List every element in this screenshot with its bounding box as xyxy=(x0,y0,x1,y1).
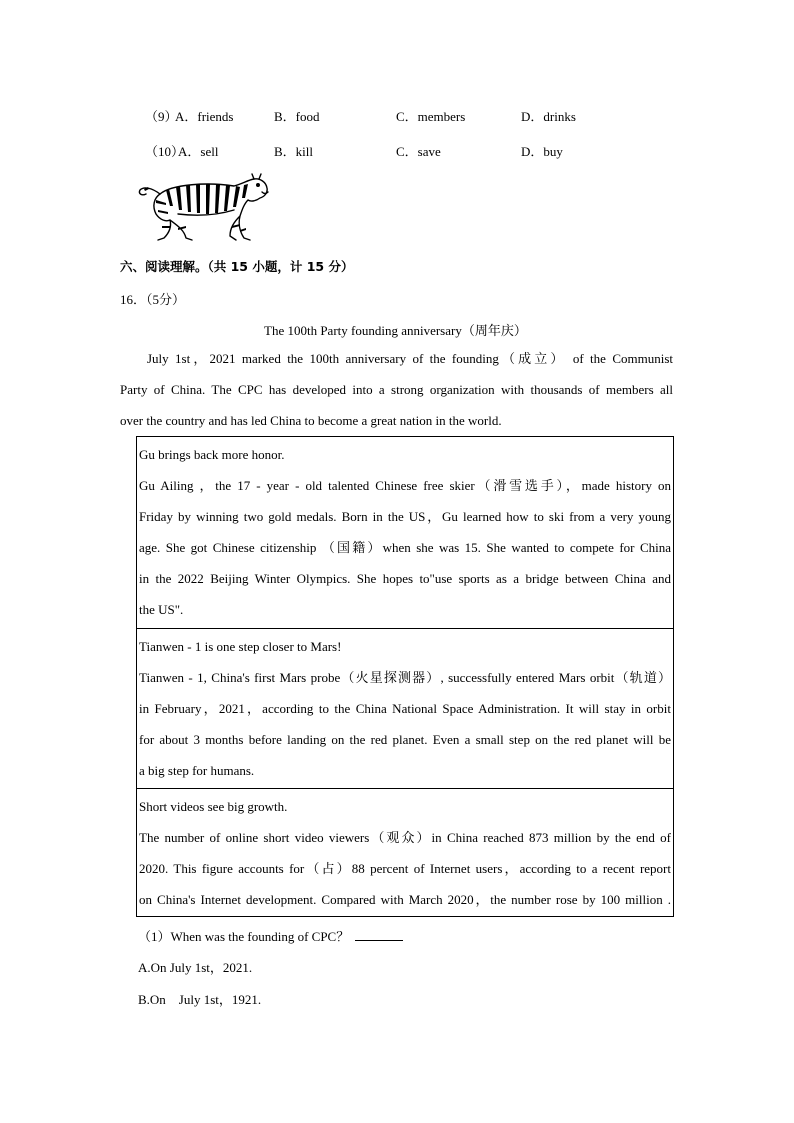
news-cell-tianwen xyxy=(136,629,674,788)
question-1 xyxy=(138,926,403,945)
news-line: Gu Ailing ，the 17 - year - old talented Chinese free skier（滑雪选手），made history on xyxy=(139,478,671,493)
news-line: 2020. This figure accounts for（占）88 percent of Internet users，according to a recent report xyxy=(139,861,671,876)
news-line: age. She got Chinese citizenship （国籍）when she was 15. She wanted to compete for China xyxy=(139,540,671,555)
news-line: for about 3 months before landing on the red planet. Even a small step on the red planet will be xyxy=(139,732,671,747)
intro-line: Party of China. The CPC has developed into a strong organization with thousands of members all xyxy=(120,382,673,397)
intro-line: over the country and has led China to become a great nation in the world. xyxy=(120,413,502,428)
news-cell-short-videos xyxy=(136,789,674,916)
news-headline: Short videos see big growth. xyxy=(139,799,288,814)
passage-title: The 100th Party founding anniversary（周年庆） xyxy=(264,323,527,338)
question-10-option-a[interactable]: A．sell xyxy=(178,144,219,159)
question-9-option-c[interactable]: C．members xyxy=(396,109,466,124)
news-line: the US". xyxy=(139,602,184,617)
section-heading: 六、阅读理解。（共 15 小题，计 15 分） xyxy=(120,259,354,274)
question-10-option-b[interactable]: B．kill xyxy=(274,144,314,159)
question-9-option-b[interactable]: B．food xyxy=(274,109,320,124)
news-line: The number of online short video viewers（观众）in China reached 873 million by the end of xyxy=(139,830,671,845)
news-line: Friday by winning two gold medals. Born in the US，Gu learned how to ski from a very young xyxy=(139,509,671,524)
tiger-illustration xyxy=(138,170,270,246)
passage-intro xyxy=(120,343,673,436)
question-16-label: 16．（5分） xyxy=(120,292,186,307)
question-9-option-a[interactable]: A．friends xyxy=(175,109,234,124)
news-headline: Tianwen - 1 is one step closer to Mars! xyxy=(139,639,342,654)
question-10-options xyxy=(145,141,665,161)
question-9-option-d[interactable]: D．drinks xyxy=(521,109,576,124)
news-line: a big step for humans. xyxy=(139,763,255,778)
news-line: in the 2022 Beijing Winter Olympics. She hopes to"use sports as a bridge between China and xyxy=(139,571,671,586)
question-10-option-c[interactable]: C．save xyxy=(396,144,441,159)
question-1-text: （1）When was the founding of CPC？ xyxy=(138,929,350,944)
news-line: Tianwen - 1, China's first Mars probe（火星探测器）, successfully entered Mars orbit（轨道） xyxy=(139,670,671,685)
answer-blank[interactable] xyxy=(355,928,403,941)
intro-line: July 1st，2021 marked the 100th anniversary of the founding（成立） of the Communist xyxy=(147,351,673,366)
table-bottom-border xyxy=(136,916,674,917)
news-line: on China's Internet development. Compared with March 2020，the number rose by 100 million . xyxy=(139,892,671,907)
news-line: in February，2021，according to the China National Space Administration. It will stay in orbit xyxy=(139,701,671,716)
question-9-number: （9） xyxy=(145,109,178,124)
question-9-options xyxy=(145,106,665,126)
question-1-option-a[interactable]: A.On July 1st，2021. xyxy=(138,960,253,975)
question-1-option-b[interactable]: B.On July 1st，1921. xyxy=(138,992,262,1007)
news-cell-gu-ailing xyxy=(136,437,674,628)
question-10-option-d[interactable]: D．buy xyxy=(521,144,563,159)
question-10-number: （10） xyxy=(145,144,185,159)
news-headline: Gu brings back more honor. xyxy=(139,447,285,462)
